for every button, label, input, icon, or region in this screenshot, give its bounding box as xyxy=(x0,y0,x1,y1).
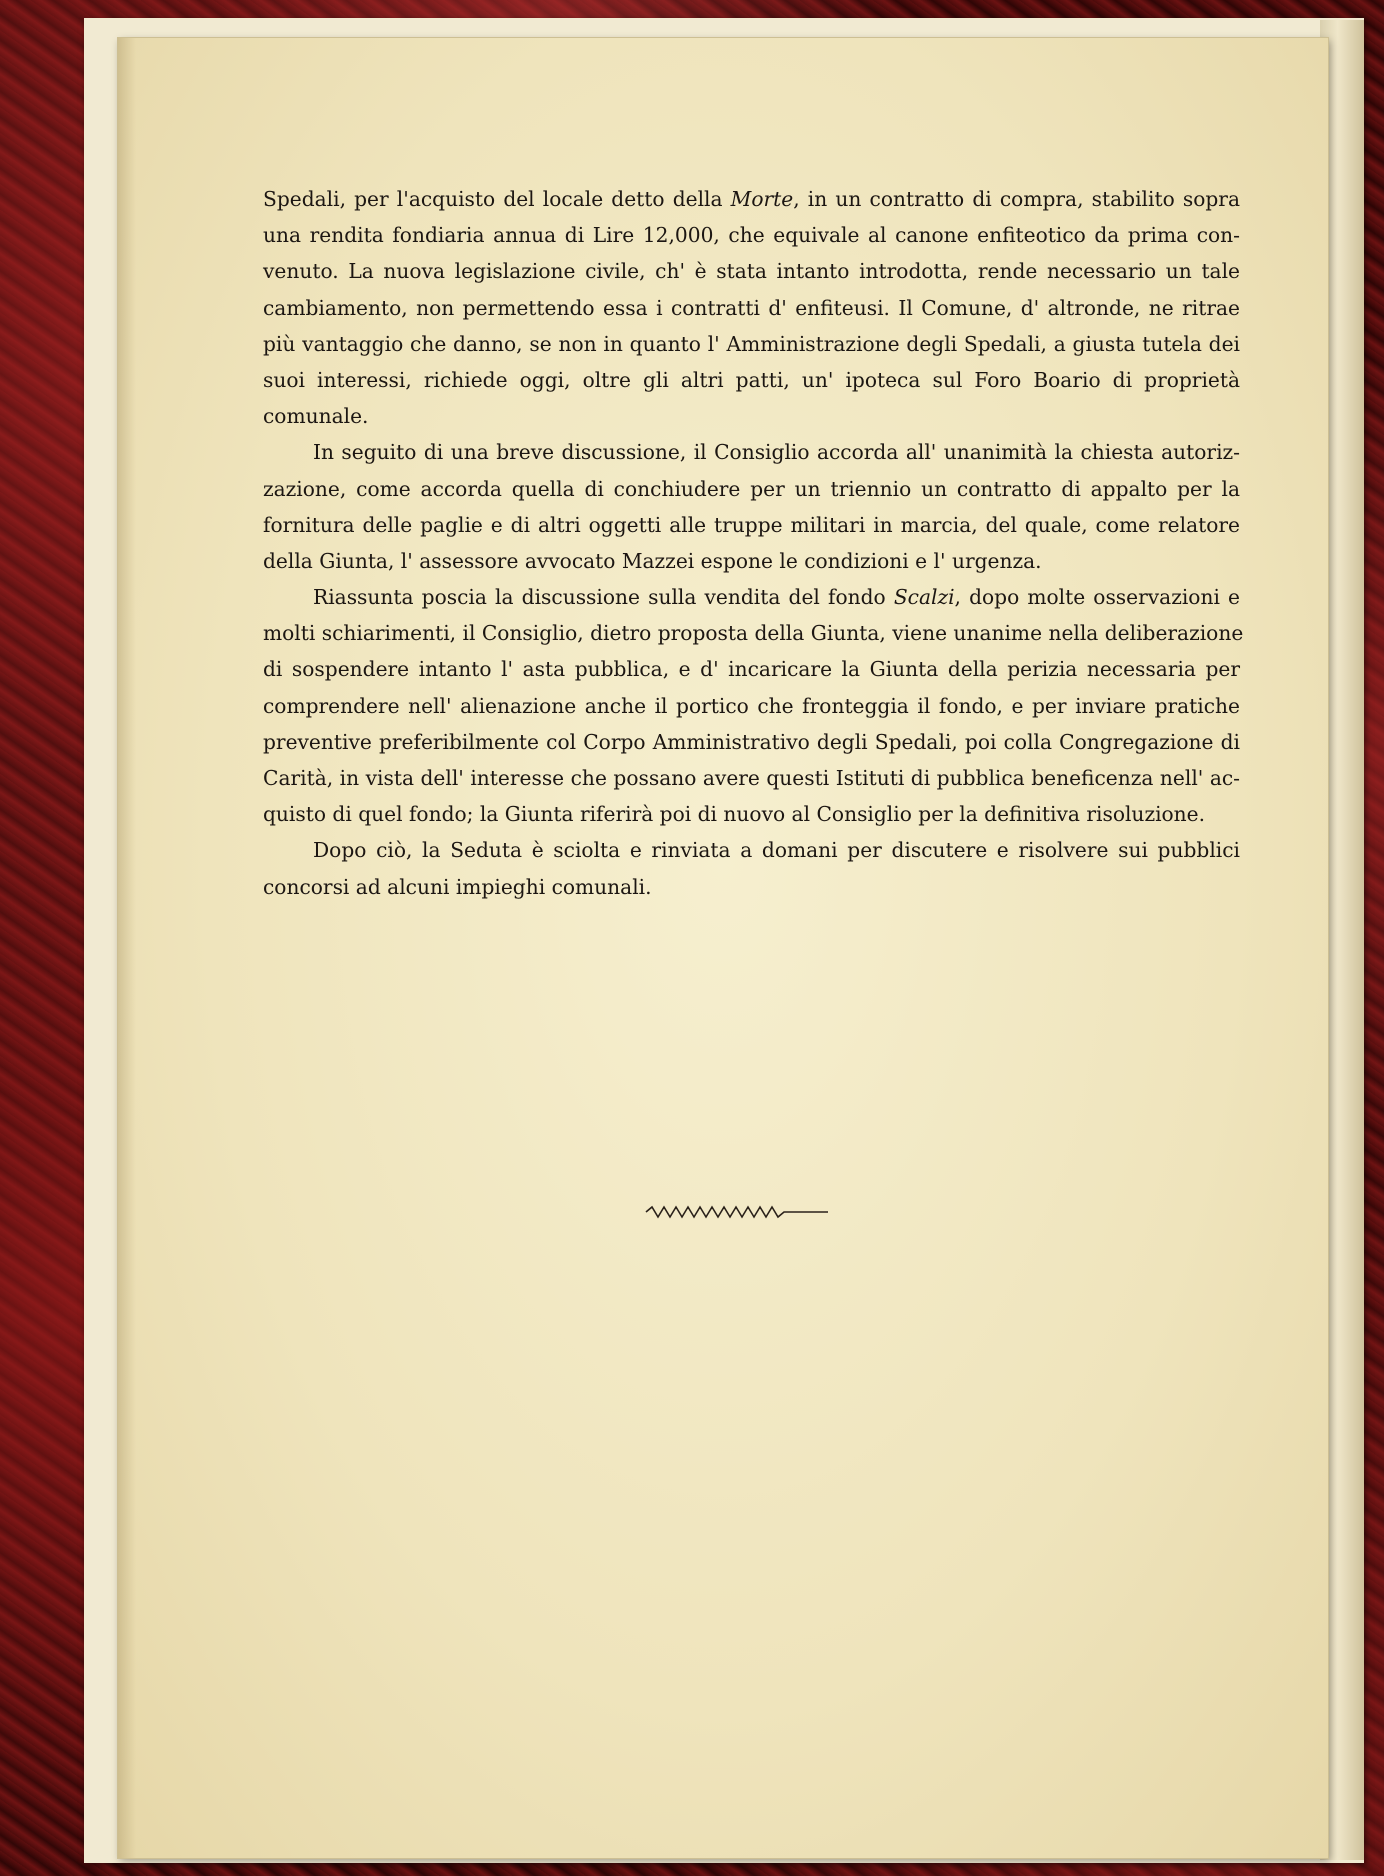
paragraph xyxy=(263,434,1240,579)
text-line: della Giunta, l' assessore avvocato Mazzei espone le condizioni e l' urgenza. xyxy=(263,548,1042,573)
text-line: zazione, come accorda quella di conchiudere per un triennio un contratto di appalto per la xyxy=(263,476,1240,501)
text-line: comunale. xyxy=(263,404,369,429)
text-line: Riassunta poscia la discussione sulla vendita del fondo Scalzi, dopo molte osservazioni e xyxy=(313,585,1240,610)
text-line: concorsi ad alcuni impieghi comunali. xyxy=(263,874,652,899)
text-line: fornitura delle paglie e di altri oggetti alle truppe militari in marcia, del quale, come relatore xyxy=(263,512,1240,537)
italic-word: Morte xyxy=(730,187,794,211)
paragraph xyxy=(263,832,1240,904)
paragraph xyxy=(263,181,1240,434)
italic-word: Scalzi xyxy=(893,585,955,610)
text-line: di sospendere intanto l' asta pubblica, e d' incaricare la Giunta della perizia necessaria per xyxy=(263,657,1240,682)
text-line: una rendita fondiaria annua di Lire 12,000, che equivale al canone enfiteotico da prima con- xyxy=(263,223,1240,248)
text-line: suoi interessi, richiede oggi, oltre gli altri patti, un' ipoteca sul Foro Boario di proprietà xyxy=(263,367,1240,392)
decorative-flourish-icon xyxy=(644,1204,830,1220)
text-line: In seguito di una breve discussione, il Consiglio accorda all' unanimità la chiesta autoriz- xyxy=(313,440,1240,465)
text-line: Spedali, per l'acquisto del locale detto della Morte, in un contratto di compra, stabilito sopra xyxy=(263,187,1240,211)
paragraph xyxy=(263,579,1244,832)
text-line: quisto di quel fondo; la Giunta riferirà poi di nuovo al Consiglio per la definitiva risoluzione. xyxy=(263,802,1206,827)
text-line: cambiamento, non permettendo essa i contratti d' enfiteusi. Il Comune, d' altronde, ne ritrae xyxy=(263,295,1240,320)
text-line: più vantaggio che danno, se non in quanto l' Amministrazione degli Spedali, a giusta tutela dei xyxy=(263,331,1240,356)
text-line: Dopo ciò, la Seduta è sciolta e rinviata a domani per discutere e risolvere sui pubblici xyxy=(313,838,1240,863)
document-body xyxy=(263,181,1244,905)
text-line: venuto. La nuova legislazione civile, ch' è stata intanto introdotta, rende necessario un tale xyxy=(263,259,1240,284)
text-line: comprendere nell' alienazione anche il portico che fronteggia il fondo, e per inviare pratiche xyxy=(263,693,1240,718)
text-line: preventive preferibilmente col Corpo Amministrativo degli Spedali, poi colla Congregazione di xyxy=(263,729,1240,754)
page-gutter-shadow xyxy=(118,38,136,1858)
text-line: Carità, in vista dell' interesse che possano avere questi Istituti di pubblica beneficenza nell' ac- xyxy=(263,766,1240,790)
text-line: molti schiarimenti, il Consiglio, dietro proposta della Giunta, viene unanime nella deliberazione xyxy=(263,621,1244,646)
